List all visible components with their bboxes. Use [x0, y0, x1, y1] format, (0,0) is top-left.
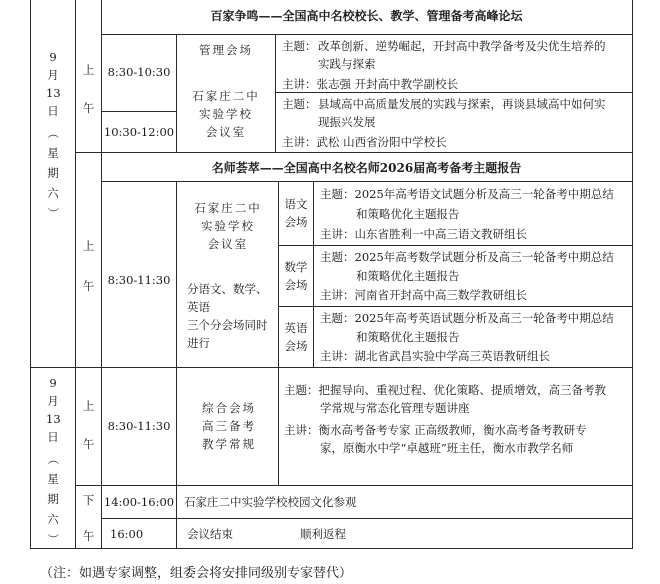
- section2-row2-sub-1: 数学: [284, 260, 308, 274]
- section2-venue-2: 实验学校: [201, 219, 255, 233]
- section2-venue-4: 分语文、数学、: [187, 282, 268, 296]
- section3-pm-2: 午: [82, 529, 95, 543]
- section1-row2-topic-2: 现振兴发展: [318, 115, 376, 129]
- section1-row1-topic-1: 改革创新、逆势崛起，开封高中教学备考及尖优生培养的: [318, 39, 606, 53]
- section1-row2-topic-1: 县域高中高质量发展的实践与探索，再谈县域高中如何实: [318, 97, 606, 111]
- section2-venue-5: 英语: [187, 300, 210, 314]
- grid-line: [176, 367, 177, 548]
- section3-venue-am-2: 高三备考: [202, 419, 256, 433]
- section3-event-pm1: 石家庄二中实验学校校园文化参观: [184, 495, 357, 509]
- section2-period-2: 午: [82, 279, 95, 293]
- section1-row1-topic-2: 实践与探索: [318, 57, 376, 71]
- schedule-page: 百家争鸣——全国高中名校校长、教学、管理备考高峰论坛 9 月 13 日 （ 星 期 六 ） 上 午 8:30-10:30 10:30-12:00 管理会场 石家庄二中 实验学校 会议室 主题： 改革创新、逆势崛起，开封高中教学备考及尖优生培养的 实践与探索 主讲：张志强 开封高中教学副校长 主题： 县域高中高质量发展的实践与探索，再谈县域高中如何实 现振兴发展 主讲：武松 山西省汾阳中学校长 名师荟萃——全国高中名校名师2026届高考备考主题报告 上 午 8:30-11:30 石家庄二中 实验学校 会议室 分语文、数学、 英语 三个分会场同时 进行 语文 会场 主题：2025年高考语文试题分析及高三一轮备考中期总结 和策略优化主题报告 主讲：山东省胜利一中高三语文教研组长 数学 会场 主题：2025年高考数学试题分析及高三一轮备考中期总结 和策略优化主题报告 主讲：河南省开封高中高三数学教研组长 英语 会场 主题：2025年高考英语试题分析及高三一轮备考中期总结 和策略优化主题报告 主讲：湖北省武昌实验中学高三英语教研组长 9 月 13 日 （ 星 期 六 ） 上 午 下 午 8:30-11:30 综合会场 高三备考 教学常规 主题：把握导向、重视过程、优化策略、提质增效，高三备考教 学常规与常态化管理专题讲座 主讲：衡水高考备考专家 正高级教师，衡水高考备考教研专 家，原衡水中学“卓越班”班主任，衡水市教学名师 14:00-16:00 石家庄二中实验学校校园文化参观 16:00 会议结束 顺利返程 （注：如遇专家调整，组委会将安排同级别专家替代）: [0, 0, 660, 584]
- grid-line: [30, 367, 633, 368]
- section1-header: 百家争鸣——全国高中名校校长、教学、管理备考高峰论坛: [210, 9, 523, 23]
- section2-row1-topic-1: 主题：2025年高考语文试题分析及高三一轮备考中期总结: [320, 187, 614, 201]
- section1-venue-place-1: 石家庄二中: [192, 89, 260, 103]
- section1-period-1: 上: [82, 63, 95, 77]
- section1-venue-place-3: 会议室: [205, 125, 247, 139]
- section3-speaker-1: 主讲：衡水高考备考专家 正高级教师，衡水高考备考教研专: [284, 423, 587, 437]
- section2-venue-1: 石家庄二中: [194, 201, 262, 215]
- section3-topic-1: 主题：把握导向、重视过程、优化策略、提质增效，高三备考教: [284, 383, 606, 397]
- section1-time1: 8:30-10:30: [107, 65, 171, 79]
- section3-venue-am-3: 教学常规: [202, 437, 256, 451]
- grid-line: [278, 306, 633, 307]
- section2-row2-speaker: 主讲：河南省开封高中高三数学教研组长: [320, 288, 527, 302]
- section3-am-2: 午: [82, 437, 95, 451]
- section1-venue-name: 管理会场: [199, 43, 253, 57]
- section2-row1-sub-2: 会场: [284, 215, 308, 229]
- section2-time: 8:30-11:30: [107, 273, 171, 287]
- section2-row3-topic-2: 和策略优化主题报告: [356, 330, 460, 344]
- section3-pm-1: 下: [82, 493, 95, 507]
- section2-row3-speaker: 主讲：湖北省武昌实验中学高三英语教研组长: [320, 349, 550, 363]
- section2-row3-sub-2: 会场: [284, 339, 308, 353]
- section2-header: 名师荟萃——全国高中名校名师2026届高考备考主题报告: [211, 161, 522, 175]
- section2-row2-topic-2: 和策略优化主题报告: [356, 269, 460, 283]
- grid-line: [75, 0, 76, 548]
- section3-time-am: 8:30-11:30: [107, 419, 171, 433]
- section1-row2-speaker: 主讲：武松 山西省汾阳中学校长: [282, 135, 447, 149]
- section1-period-2: 午: [82, 101, 95, 115]
- section2-row1-topic-2: 和策略优化主题报告: [356, 207, 460, 221]
- section3-time-pm1: 14:00-16:00: [103, 495, 175, 509]
- grid-line: [275, 34, 276, 152]
- footnote: （注：如遇专家调整，组委会将安排同级别专家替代）: [40, 566, 353, 581]
- section3-event-pm2-b: 顺利返程: [300, 527, 346, 541]
- grid-line: [101, 181, 633, 182]
- grid-line: [278, 245, 633, 246]
- section3-topic-2: 学常规与常态化管理专题讲座: [320, 401, 470, 415]
- table-border-right: [632, 0, 633, 548]
- section2-row1-speaker: 主讲：山东省胜利一中高三语文教研组长: [320, 227, 527, 241]
- grid-line: [101, 518, 633, 519]
- section3-am-1: 上: [82, 399, 95, 413]
- section2-row1-sub-1: 语文: [284, 197, 308, 211]
- grid-line: [101, 34, 633, 35]
- section1-venue-place-2: 实验学校: [199, 107, 253, 121]
- grid-line: [176, 181, 177, 367]
- section2-venue-3: 会议室: [207, 237, 249, 251]
- section1-row1-topic-label: 主题：: [282, 39, 317, 53]
- section3-speaker-2: 家，原衡水中学“卓越班”班主任，衡水市教学名师: [320, 441, 574, 455]
- table-border-left: [30, 0, 31, 548]
- grid-line: [101, 111, 176, 112]
- section2-row3-sub-1: 英语: [284, 321, 308, 335]
- section3-time-pm2: 16:00: [110, 527, 144, 541]
- grid-line: [275, 92, 633, 93]
- section2-venue-7: 进行: [187, 336, 210, 350]
- table-border-bottom: [30, 548, 633, 549]
- section3-venue-am-1: 综合会场: [202, 401, 256, 415]
- section3-event-pm2-a: 会议结束: [187, 527, 233, 541]
- section1-row1-speaker: 主讲：张志强 开封高中教学副校长: [282, 77, 459, 91]
- grid-line: [75, 485, 633, 486]
- grid-line: [313, 181, 314, 367]
- section1-row2-topic-label: 主题：: [282, 97, 317, 111]
- section2-period-1: 上: [82, 239, 95, 253]
- grid-line: [75, 152, 633, 153]
- grid-line: [278, 367, 279, 485]
- section2-row2-topic-1: 主题：2025年高考数学试题分析及高三一轮备考中期总结: [320, 250, 614, 264]
- section2-row2-sub-2: 会场: [284, 278, 308, 292]
- section2-row3-topic-1: 主题：2025年高考英语试题分析及高三一轮备考中期总结: [320, 311, 614, 325]
- section2-venue-6: 三个分会场同时: [187, 318, 268, 332]
- section1-time2: 10:30-12:00: [103, 125, 175, 139]
